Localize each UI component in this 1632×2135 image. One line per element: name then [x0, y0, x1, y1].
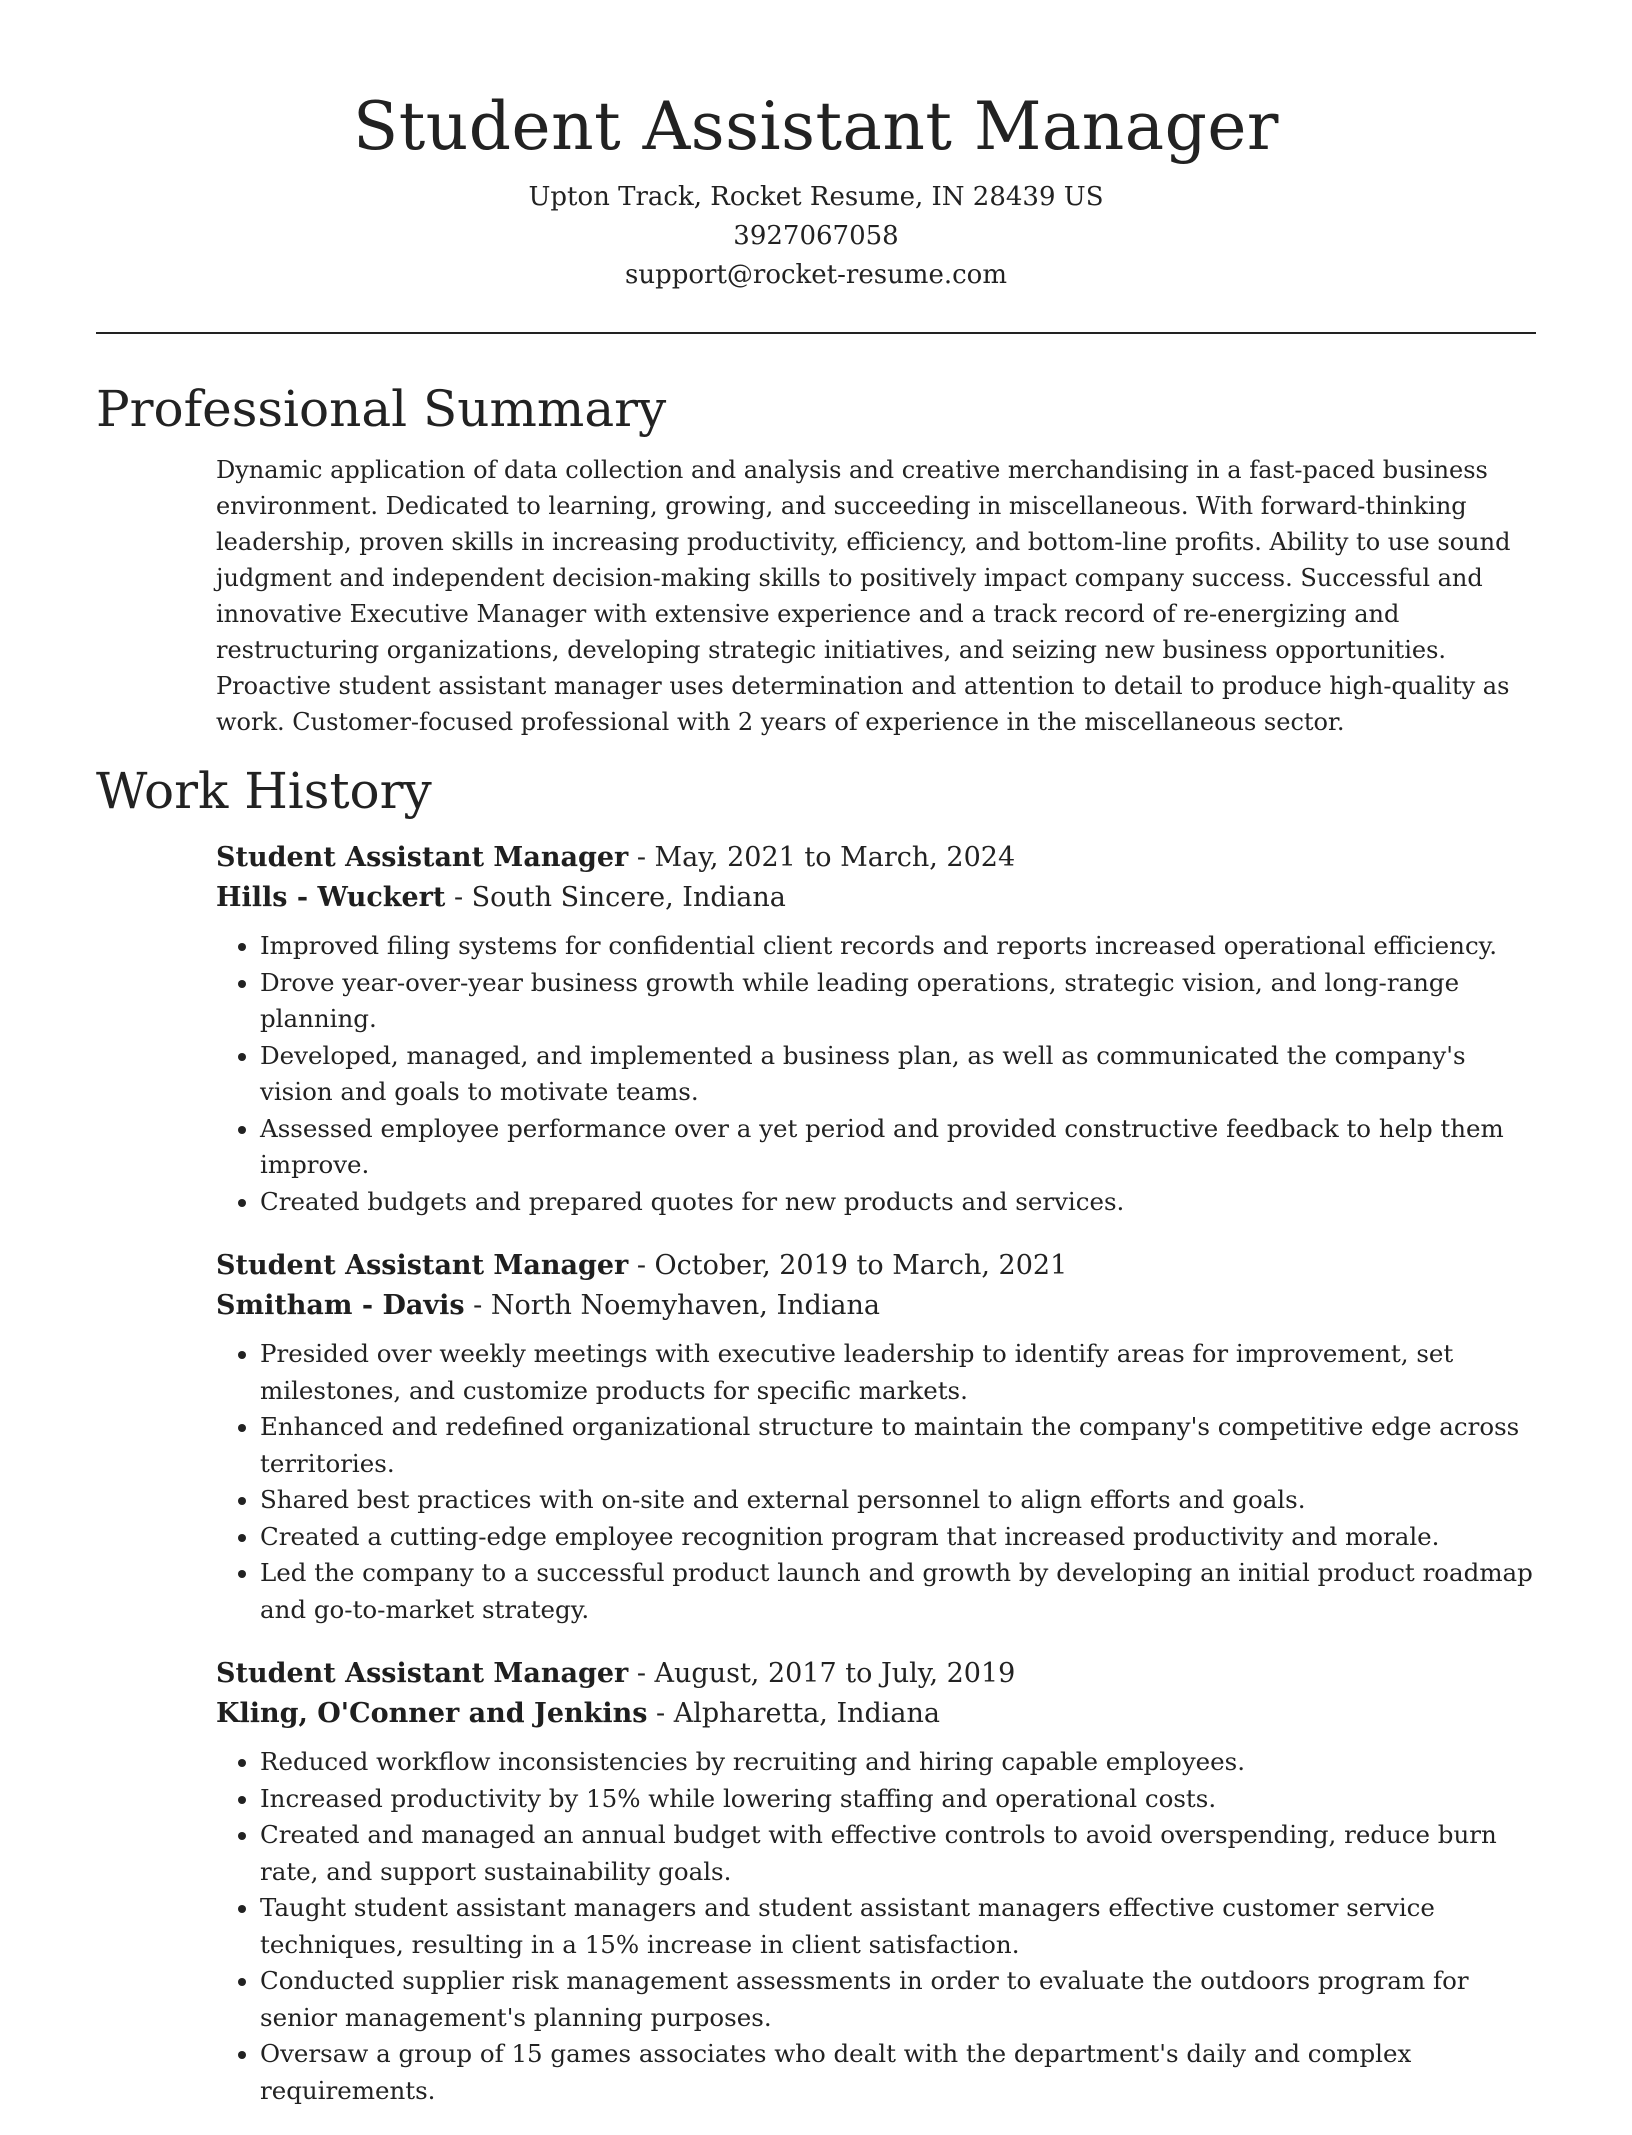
- resume-header: [96, 0, 1536, 295]
- job-bullet: • Drove year-over-year business growth while leading operations, strategic vision, and long-range planning.: [260, 965, 1536, 1038]
- job-bullet: • Oversaw a group of 15 games associates who dealt with the department's daily and complex requirements.: [260, 2036, 1536, 2109]
- job-title: Student Assistant Manager: [216, 842, 629, 873]
- job-bullet: • Presided over weekly meetings with executive leadership to identify areas for improvement, set milestones, and customize products for specific markets.: [260, 1336, 1536, 1409]
- address-text: Upton Track, Rocket Resume, IN 28439 US: [528, 182, 1104, 212]
- job-bullet: • Taught student assistant managers and student assistant managers effective customer service techniques, resulting in a 15% increase in client satisfaction.: [260, 1890, 1536, 1963]
- job-company-line: [216, 1694, 1536, 1734]
- job-location: - Alpharetta, Indiana: [647, 1698, 941, 1729]
- job-company-line: [216, 878, 1536, 918]
- job-dates: - August, 2017 to July, 2019: [628, 1658, 1016, 1689]
- job-entry: [216, 1246, 1536, 1628]
- job-bullet: • Conducted supplier risk management assessments in order to evaluate the outdoors program for senior management's planning purposes.: [260, 1963, 1536, 2036]
- job-title-line: [216, 838, 1536, 878]
- job-bullets: [216, 1336, 1536, 1628]
- job-bullet: • Increased productivity by 15% while lowering staffing and operational costs.: [260, 1781, 1536, 1818]
- email-text: support@rocket-resume.com: [624, 260, 1007, 290]
- job-company: Hills - Wuckert: [216, 882, 446, 913]
- phone-text: 3927067058: [733, 221, 899, 251]
- job-company-line: [216, 1286, 1536, 1326]
- job-entry: [216, 1654, 1536, 2109]
- job-dates: - October, 2019 to March, 2021: [628, 1250, 1068, 1281]
- job-title: Student Assistant Manager: [216, 1658, 629, 1689]
- work-history-list: [216, 838, 1536, 2109]
- job-bullets: [216, 928, 1536, 1220]
- job-bullet: • Enhanced and redefined organizational structure to maintain the company's competitive edge across territories.: [260, 1409, 1536, 1482]
- job-bullets: [216, 1744, 1536, 2109]
- job-company: Kling, O'Conner and Jenkins: [216, 1698, 648, 1729]
- job-bullet: • Created a cutting-edge employee recognition program that increased productivity and morale.: [260, 1519, 1536, 1556]
- job-title-line: [216, 1246, 1536, 1286]
- job-bullet: • Improved filing systems for confidential client records and reports increased operational efficiency.: [260, 928, 1536, 965]
- contact-info: [96, 178, 1536, 295]
- job-bullet: • Shared best practices with on-site and external personnel to align efforts and goals.: [260, 1482, 1536, 1519]
- job-bullet: • Assessed employee performance over a yet period and provided constructive feedback to help them improve.: [260, 1111, 1536, 1184]
- summary-text: Dynamic application of data collection and analysis and creative merchandising in a fast-paced business environment. Dedicated to learning, growing, and succeeding in miscellaneous. With forward-thinking leadership, proven skills in increasing productivity, efficiency, and bottom-line profits. Ability to use sound judgment and independent decision-making skills to positively impact company success. Successful and innovative Executive Manager with extensive experience and a track record of re-energizing and restructuring organizations, developing strategic initiatives, and seizing new business opportunities. Proactive student assistant manager uses determination and attention to detail to produce high-quality as work. Customer-focused professional with 2 years of experience in the miscellaneous sector.: [216, 456, 1511, 736]
- job-bullet: • Developed, managed, and implemented a business plan, as well as communicated the company's vision and goals to motivate teams.: [260, 1038, 1536, 1111]
- work-history-heading: Work History: [96, 762, 432, 820]
- resume-page: [96, 0, 1536, 2135]
- summary-heading: Professional Summary: [96, 380, 667, 438]
- job-bullet: • Led the company to a successful product launch and growth by developing an initial product roadmap and go-to-market strategy.: [260, 1555, 1536, 1628]
- job-entry: [216, 838, 1536, 1220]
- job-bullet: • Created and managed an annual budget with effective controls to avoid overspending, reduce burn rate, and support sustainability goals.: [260, 1817, 1536, 1890]
- job-title-line: [216, 1654, 1536, 1694]
- job-title: Student Assistant Manager: [216, 1250, 629, 1281]
- candidate-name: Student Assistant Manager: [353, 88, 1279, 165]
- job-bullet: • Created budgets and prepared quotes for new products and services.: [260, 1184, 1536, 1221]
- job-dates: - May, 2021 to March, 2024: [628, 842, 1016, 873]
- header-divider: [96, 332, 1536, 334]
- job-bullet: • Reduced workflow inconsistencies by recruiting and hiring capable employees.: [260, 1744, 1536, 1781]
- job-location: - North Noemyhaven, Indiana: [464, 1290, 881, 1321]
- job-location: - South Sincere, Indiana: [445, 882, 786, 913]
- job-company: Smitham - Davis: [216, 1290, 465, 1321]
